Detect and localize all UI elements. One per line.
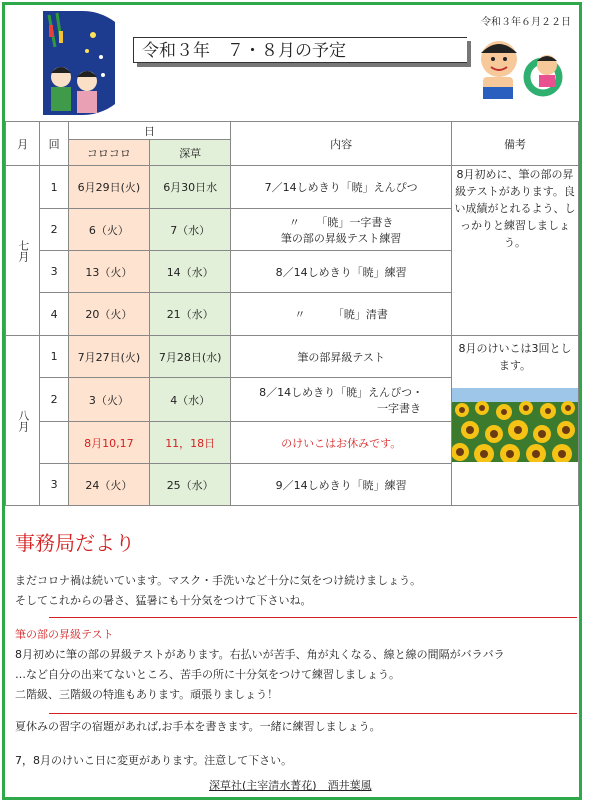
table-row bbox=[6, 166, 579, 209]
office-paragraph-1 bbox=[15, 571, 421, 611]
footer-signature: 深草社(主宰清水菁花) 酒井葉風 bbox=[209, 779, 372, 792]
date-cell: 13（火） bbox=[68, 251, 149, 293]
page-frame bbox=[2, 2, 582, 800]
date-cell: 3（火） bbox=[68, 378, 149, 422]
date-cell: 25（水） bbox=[150, 464, 231, 506]
round-cell: 2 bbox=[40, 209, 68, 251]
note-august-cell bbox=[451, 336, 578, 506]
round-cell: 4 bbox=[40, 293, 68, 336]
paragraph-line: 8月初めに筆の部の昇級テストがあります。右払いが苦手、角が丸くなる、線と線の間隔がバラバラ bbox=[15, 648, 505, 661]
note-july: 8月初めに、筆の部の昇級テストがあります。良い成績がとれるよう、しっかりと練習しましょう。 bbox=[451, 166, 578, 336]
day-header: 日 bbox=[68, 122, 231, 140]
content-cell: 7／14しめきり「暁」えんぴつ bbox=[231, 166, 452, 209]
month-july: 七月 bbox=[6, 166, 40, 336]
divider bbox=[49, 617, 577, 618]
office-paragraph-2 bbox=[15, 625, 505, 705]
notes-header: 備考 bbox=[451, 122, 578, 166]
issue-date: 令和３年６月２２日 bbox=[481, 17, 571, 28]
date-cell: 4（水） bbox=[150, 378, 231, 422]
content-cell bbox=[231, 378, 452, 422]
date-cell: 14（水） bbox=[150, 251, 231, 293]
paragraph-line: そしてこれからの暑さ、猛暑にも十分気をつけて下さいね。 bbox=[15, 594, 312, 607]
paragraph-line: …など自分の出来てないところ、苦手の所に十分気をつけて練習しましょう。 bbox=[15, 668, 400, 681]
content-cell: のけいこはお休みです。 bbox=[231, 422, 452, 464]
office-paragraph-3: 夏休みの習字の宿題があれば,お手本を書きます。一緒に練習しましょう。 bbox=[15, 720, 381, 733]
content-line: 筆の部の昇級テスト練習 bbox=[280, 231, 402, 245]
page-title: 令和３年 ７・８月の予定 bbox=[133, 37, 467, 63]
date-cell: 11，18日 bbox=[150, 422, 231, 464]
section-subtitle: 筆の部の昇級テスト bbox=[15, 628, 114, 641]
content-line: 一字書き bbox=[376, 401, 421, 415]
swimming-kids-illustration bbox=[469, 33, 569, 109]
date-cell: 6（火） bbox=[68, 209, 149, 251]
location-fukakusa-header: 深草 bbox=[150, 140, 231, 166]
round-cell: 3 bbox=[40, 464, 68, 506]
table-row bbox=[6, 336, 579, 378]
content-header: 内容 bbox=[231, 122, 452, 166]
sunflower-photo bbox=[452, 388, 578, 462]
paragraph-line: まだコロナ禍は続いています。マスク・手洗いなど十分に気をつけ続けましょう。 bbox=[15, 574, 422, 587]
content-cell: 〃 「暁」清書 bbox=[231, 293, 452, 336]
month-august: 八月 bbox=[6, 336, 40, 506]
round-cell: 1 bbox=[40, 166, 68, 209]
content-cell: 8／14しめきり「暁」練習 bbox=[231, 251, 452, 293]
date-cell: 6月29日(火) bbox=[68, 166, 149, 209]
round-cell: 3 bbox=[40, 251, 68, 293]
divider bbox=[49, 713, 577, 714]
content-line: 8／14しめきり「暁」えんぴつ・ bbox=[259, 385, 424, 399]
content-cell bbox=[231, 209, 452, 251]
date-cell: 21（水） bbox=[150, 293, 231, 336]
round-header: 回 bbox=[40, 122, 68, 166]
round-cell: 2 bbox=[40, 378, 68, 422]
schedule-table bbox=[5, 121, 579, 506]
content-cell: 9／14しめきり「暁」練習 bbox=[231, 464, 452, 506]
tanabata-illustration bbox=[43, 11, 115, 119]
date-cell: 6月30日水 bbox=[150, 166, 231, 209]
date-cell: 7月28日(水) bbox=[150, 336, 231, 378]
round-cell bbox=[40, 422, 68, 464]
location-kokoro-header: コロコロ bbox=[68, 140, 149, 166]
content-line: 〃 「暁」一字書き bbox=[288, 215, 394, 229]
date-cell: 7月27日(火) bbox=[68, 336, 149, 378]
office-news-title: 事務局だより bbox=[15, 531, 135, 555]
date-cell: 24（火） bbox=[68, 464, 149, 506]
round-cell: 1 bbox=[40, 336, 68, 378]
note-august: 8月のけいこは3回とします。 bbox=[458, 342, 572, 372]
header bbox=[5, 5, 579, 121]
date-cell: 20（火） bbox=[68, 293, 149, 336]
month-header: 月 bbox=[6, 122, 40, 166]
paragraph-line: 二階級、三階級の特進もあります。頑張りましょう！ bbox=[15, 688, 279, 701]
office-paragraph-4: 7，8月のけいこ日に変更があります。注意して下さい。 bbox=[15, 754, 293, 767]
content-cell: 筆の部昇級テスト bbox=[231, 336, 452, 378]
date-cell: 7（水） bbox=[150, 209, 231, 251]
date-cell: 8月10,17 bbox=[68, 422, 149, 464]
